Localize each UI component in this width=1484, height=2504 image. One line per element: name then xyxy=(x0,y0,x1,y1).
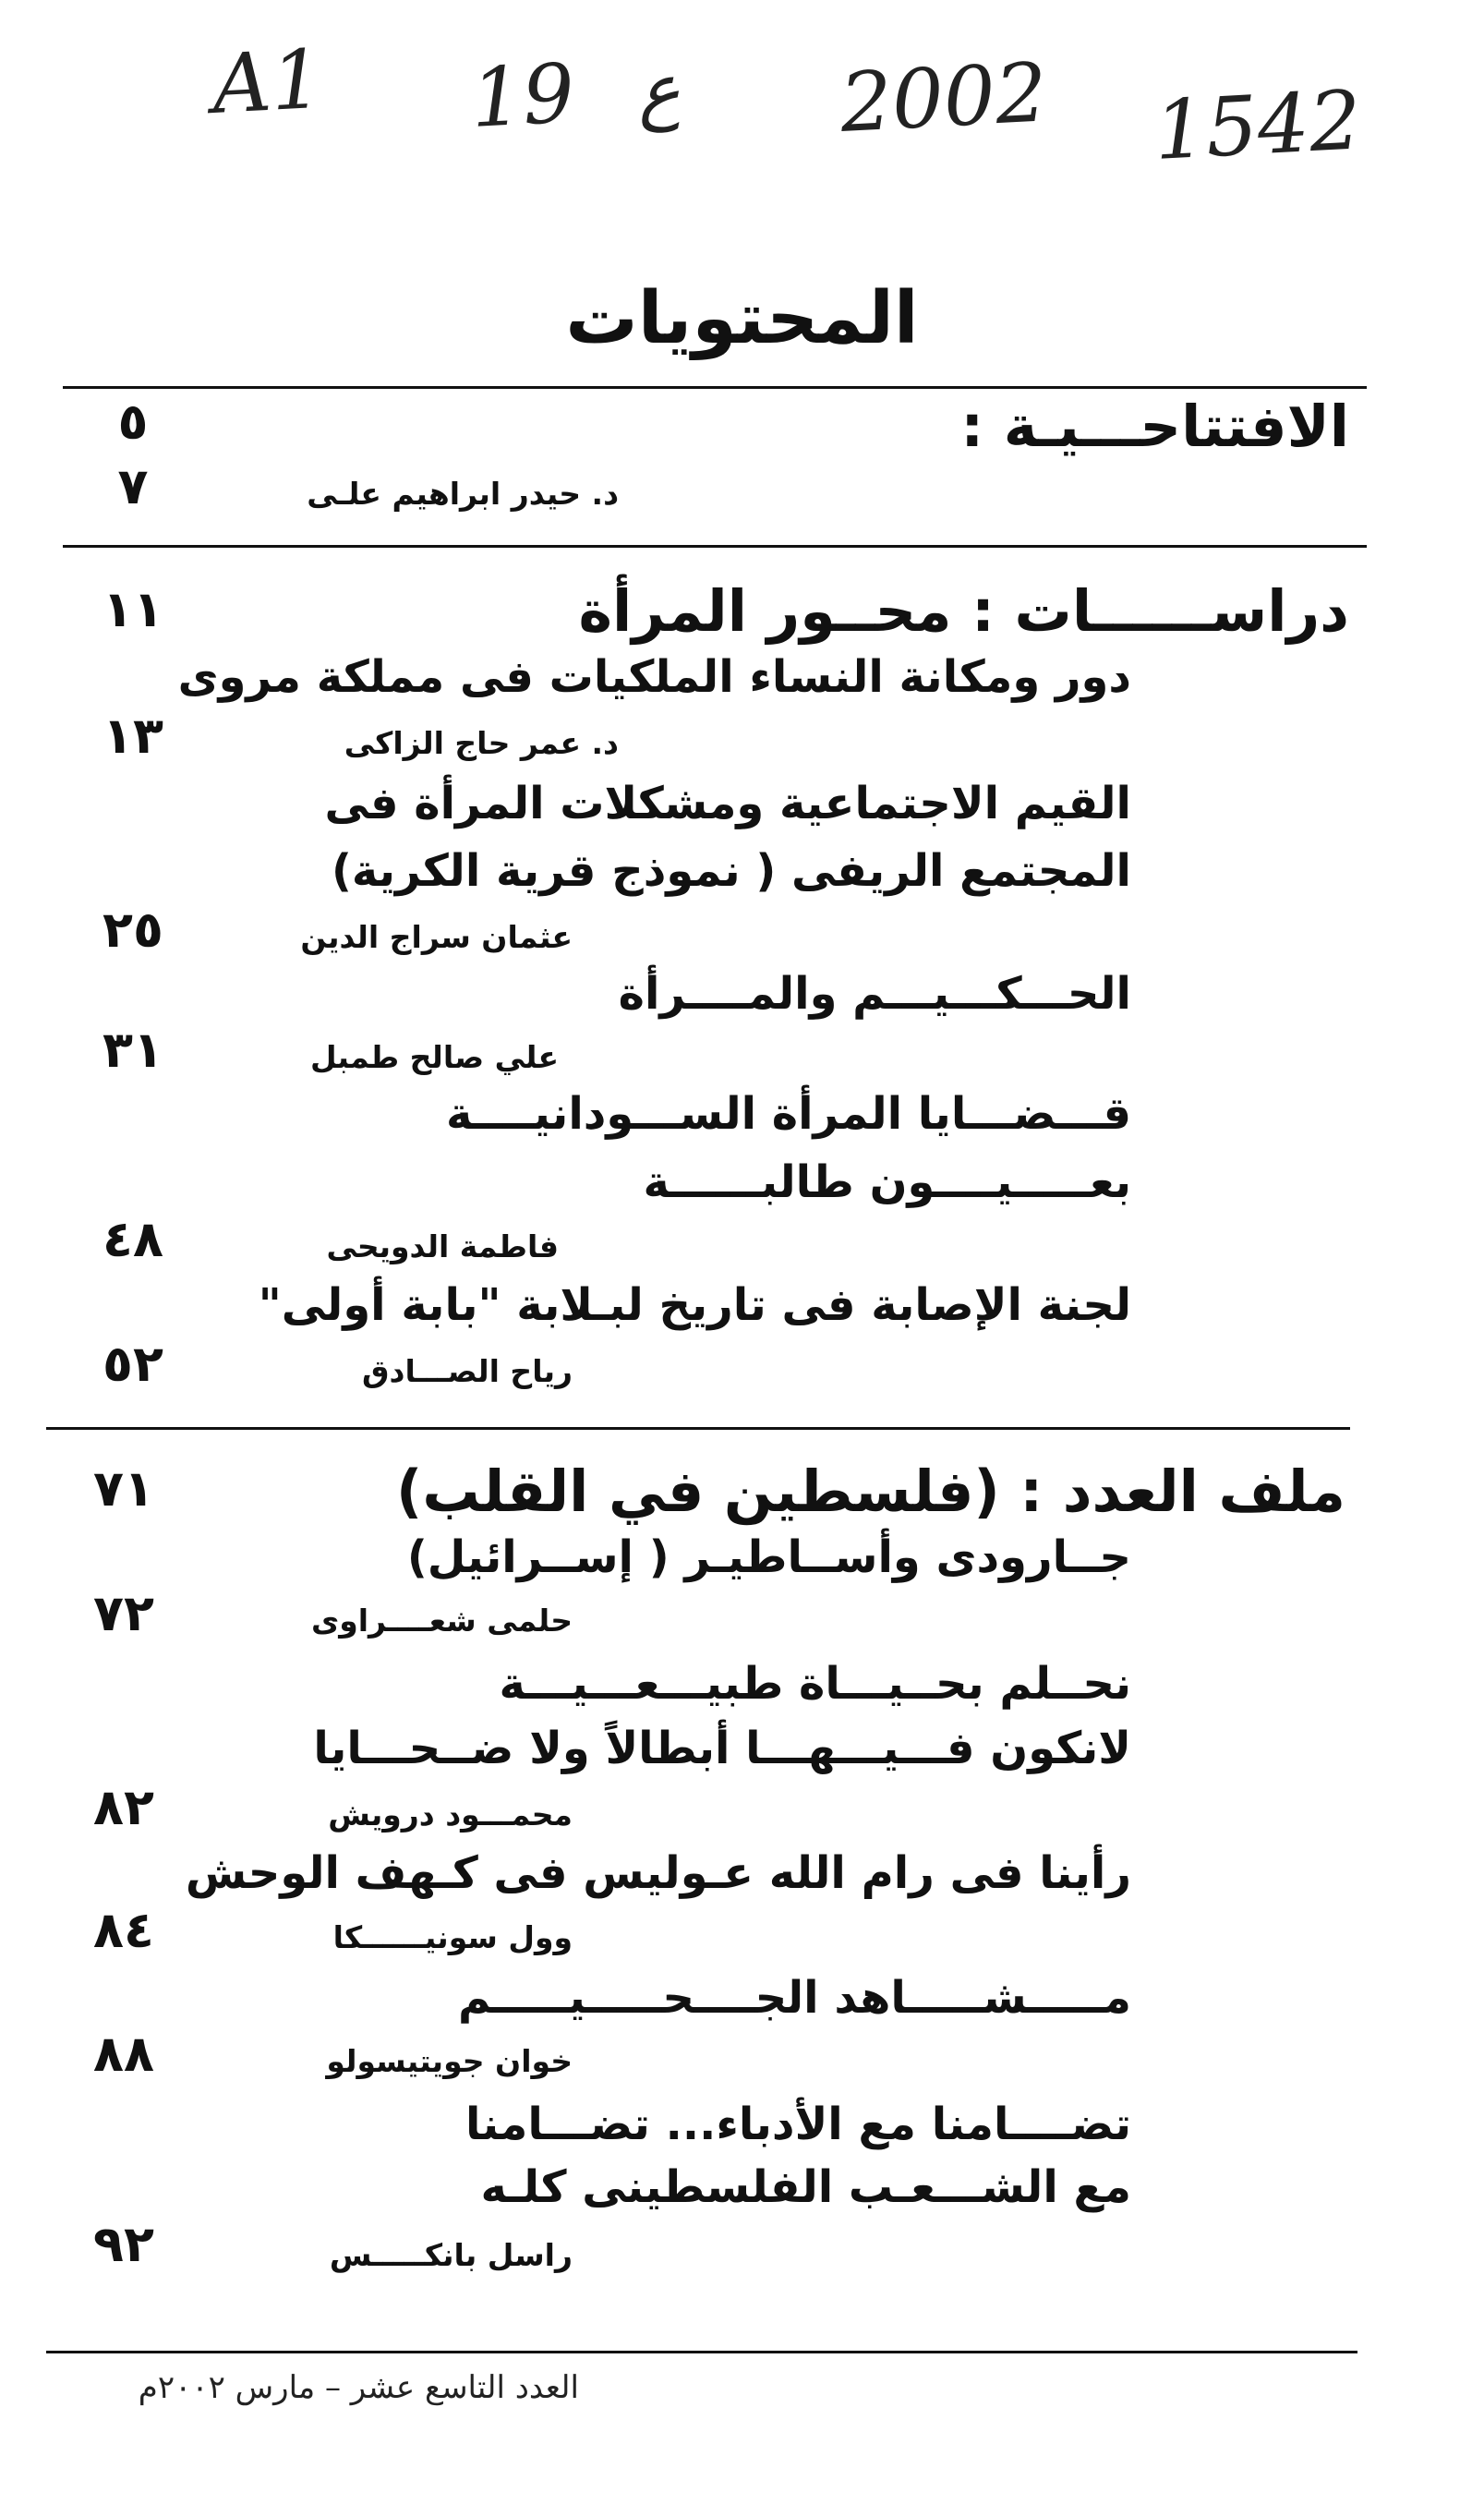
entry-title: بعـــــيــــون طالبــــــة xyxy=(643,1156,1131,1208)
entry-author: وول سونيــــــكا xyxy=(332,1919,573,1955)
section-heading-editorial: الافتتاحـــيـة : xyxy=(960,393,1349,460)
entry-title: لجنة الإصابة فى تاريخ لبـلابة "بابة أولى" xyxy=(258,1279,1131,1331)
section-rule xyxy=(63,545,1367,548)
handwritten-letter: ع xyxy=(634,48,682,134)
page-number: ١٣ xyxy=(103,707,163,765)
page-number: ٢٥ xyxy=(103,901,163,959)
entry-title: الحـــكـــيـــم والمــــرأة xyxy=(618,968,1131,1020)
page-number: ٧ xyxy=(117,457,149,515)
section-rule xyxy=(46,1427,1350,1430)
page-number: ٧٢ xyxy=(93,1584,154,1642)
page-number: ٥٢ xyxy=(103,1335,163,1393)
handwritten-code: A1 xyxy=(210,30,326,132)
entry-author: د. عمر حاج الزاكى xyxy=(344,725,619,761)
footer-rule xyxy=(46,2351,1357,2353)
entry-author: رياح الصـــادق xyxy=(362,1353,573,1389)
page-number: ٩٢ xyxy=(93,2215,154,2273)
footer-issue-date: العدد التاسع عشر – مارس ٢٠٠٢م xyxy=(138,2369,579,2406)
entry-title: نحــلم بحــيـــاة طبيـــعـــيـــة xyxy=(499,1658,1131,1710)
entry-author: محمـــود درويش xyxy=(328,1796,573,1833)
page-number: ٣١ xyxy=(103,1021,163,1079)
entry-author: عثمان سراج الدين xyxy=(300,919,573,955)
section-heading-studies: دراســــــات : محــور المرأة xyxy=(578,577,1349,645)
entry-title: قـــضـــايا المرأة الســـودانيــــة xyxy=(445,1088,1131,1140)
page-number: ٧١ xyxy=(93,1459,154,1518)
handwritten-year: 2002 xyxy=(838,44,1050,151)
entry-title: مـــــشـــــاهد الجــــحـــــيـــــم xyxy=(458,1972,1131,2024)
entry-author: فاطمة الدويحى xyxy=(326,1228,559,1264)
page-number: ٤٨ xyxy=(103,1210,163,1268)
page-title: المحتويات xyxy=(565,277,919,360)
entry-title: القيم الاجتماعية ومشكلات المرأة فى xyxy=(324,778,1131,829)
handwritten-issue: 19 xyxy=(468,45,577,146)
entry-author: خوان جويتيسولو xyxy=(326,2043,573,2079)
entry-title: جــارودى وأســاطيـر ( إســرائيل) xyxy=(406,1531,1131,1583)
page-number: ٥ xyxy=(117,393,149,451)
page-number: ١١ xyxy=(103,580,163,638)
entry-title: المجتمع الريفى ( نموذج قرية الكرية) xyxy=(331,845,1131,897)
entry-title: تضــــامنا مع الأدباء... تضـــامنا xyxy=(465,2099,1131,2150)
page-number: ٨٨ xyxy=(93,2025,154,2083)
page-number: ٨٤ xyxy=(93,1901,154,1959)
entry-title: دور ومكانة النساء الملكيات فى مملكة مروى xyxy=(177,651,1131,703)
top-rule xyxy=(63,386,1367,389)
section-heading-issue-file: ملف العدد : (فلسطين في القلب) xyxy=(396,1458,1345,1525)
entry-author: علي صالح طمبل xyxy=(310,1039,559,1075)
entry-author: حلمى شعــــراوى xyxy=(310,1603,573,1639)
entry-title: رأينا فى رام الله عـوليس فى كـهف الوحش xyxy=(185,1847,1131,1899)
entry-title: مع الشـــعـب الفلسطينى كلـه xyxy=(480,2161,1131,2213)
entry-author: راسل بانكـــــس xyxy=(329,2237,573,2273)
entry-author: د. حيدر ابراهيم علـى xyxy=(307,476,619,512)
entry-title: لانكون فـــيـــهـــا أبطالاً ولا ضــحـــايا xyxy=(313,1723,1131,1774)
handwritten-number: 1542 xyxy=(1152,72,1364,178)
page-number: ٨٢ xyxy=(93,1778,154,1836)
